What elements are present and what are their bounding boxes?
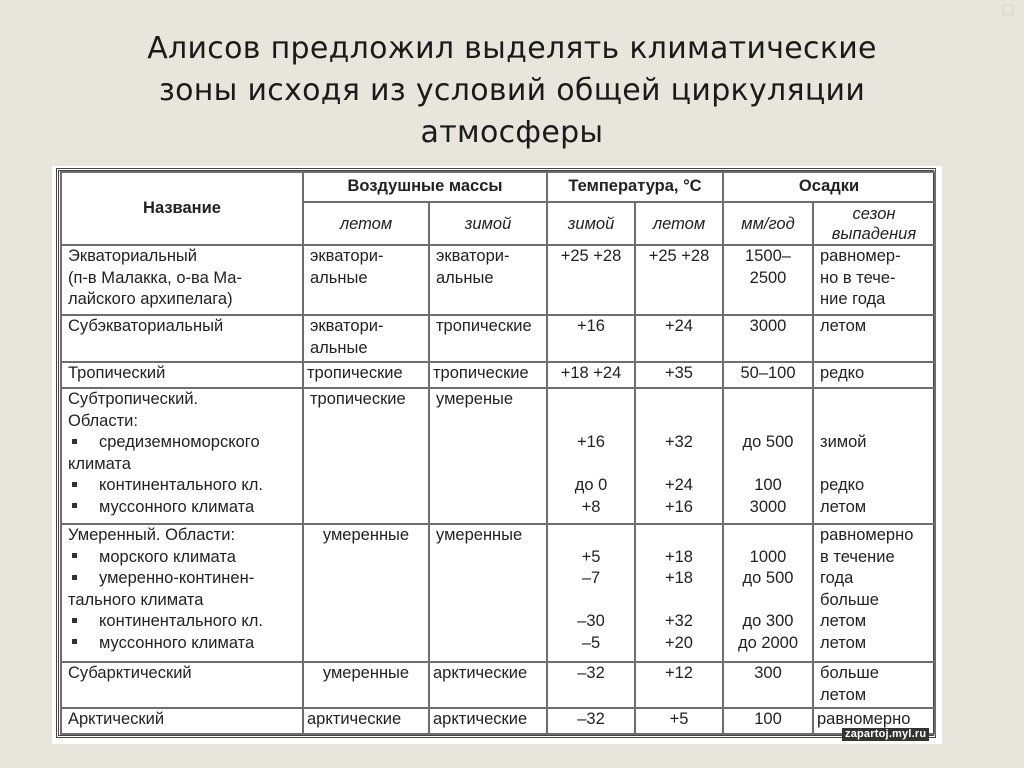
cell-line: +32 (665, 433, 693, 451)
cell-temp-winter: +16 (547, 315, 635, 362)
cell-air-winter (429, 245, 547, 315)
cell-line: +18 (665, 547, 693, 566)
cell-temp-summer: +24 (635, 315, 723, 362)
table-row-tropical (61, 362, 935, 388)
cell-air-summer (303, 315, 429, 362)
cell-line: до 0 (574, 476, 608, 494)
cell-line: (п-в Малакка, о-ва Ма- (68, 268, 242, 287)
cell-name: Субэкваториальный (61, 315, 303, 362)
cell-precip: 3000 (723, 315, 813, 362)
cell-air-winter: умеренные (429, 524, 547, 662)
cell-season: редко (813, 362, 935, 388)
cell-line: Умеренный. Области: (68, 526, 236, 544)
table-row-subarctic (61, 662, 935, 708)
region-item: муссонного климата (68, 497, 296, 519)
cell-line: альные (310, 268, 368, 287)
slide-title (0, 28, 1024, 154)
cell-line: альные (310, 338, 368, 357)
cell-line: лайского архипелага) (68, 290, 233, 308)
cell-line: равномер- (820, 247, 901, 265)
cell-temp-winter: +25 +28 (547, 245, 635, 315)
cell-line: Области: (68, 411, 138, 430)
cell-season (813, 662, 935, 708)
header-temp-winter: зимой (547, 202, 635, 245)
region-item: муссонного климата (68, 633, 296, 655)
cell-line: 1500– (745, 247, 791, 265)
watermark: zapartoj.myl.ru (842, 728, 929, 741)
cell-line: редко (820, 476, 865, 494)
cell-line: –5 (581, 633, 601, 652)
header-precip-amount: мм/год (723, 202, 813, 245)
cell-line: в течение (820, 547, 895, 566)
cell-line: +8 (581, 497, 601, 516)
region-item: умеренно-континен- (68, 568, 296, 590)
cell-line: 1000 (749, 547, 787, 566)
corner-ornament-icon (1002, 4, 1014, 16)
cell-name (61, 245, 303, 315)
cell-air-winter: арктические (429, 662, 547, 708)
cell-season (813, 388, 935, 524)
cell-line: 2500 (749, 268, 787, 287)
cell-precip: 300 (723, 662, 813, 708)
cell-line: +16 (577, 433, 605, 451)
cell-precip (723, 245, 813, 315)
cell-line: 3000 (749, 497, 787, 516)
cell-air-summer: арктические (303, 708, 429, 734)
cell-name: Тропический (61, 362, 303, 388)
cell-line: но в тече- (820, 268, 896, 287)
header-name: Название (61, 172, 303, 245)
cell-line: летом (820, 685, 867, 704)
header-precip-season-line: выпадения (831, 224, 917, 243)
cell-line: +20 (665, 633, 693, 652)
cell-line: 100 (754, 476, 782, 494)
cell-name: Арктический (61, 708, 303, 734)
table-row-temperate (61, 524, 935, 662)
cell-temp-summer (635, 524, 723, 662)
cell-line: климата (68, 454, 131, 473)
cell-temp-summer: +25 +28 (635, 245, 723, 315)
cell-precip (723, 524, 813, 662)
cell-season: равномерно (813, 708, 935, 734)
cell-line: +24 (665, 476, 693, 494)
cell-temp-summer: +35 (635, 362, 723, 388)
cell-temp-winter (547, 524, 635, 662)
cell-temp-winter: –32 (547, 662, 635, 708)
cell-line: больше (820, 664, 879, 682)
cell-air-summer: умеренные (303, 524, 429, 662)
cell-season (813, 245, 935, 315)
region-item: континентального кл. (68, 475, 296, 497)
region-item: континентального кл. (68, 611, 296, 633)
climate-zones-table (60, 171, 936, 735)
table-row-equatorial (61, 245, 935, 315)
header-precipitation: Осадки (723, 172, 935, 202)
cell-line: –7 (581, 569, 601, 587)
cell-line: ние года (820, 290, 886, 308)
cell-line: альные (436, 268, 494, 287)
header-precip-season-line: сезон (852, 204, 896, 223)
cell-line: Экваториальный (68, 247, 198, 265)
cell-air-summer: тропические (303, 388, 429, 524)
title-line: зоны исходя из условий общей циркуляции (158, 73, 866, 108)
cell-line: летом (820, 497, 867, 516)
header-air-masses: Воздушные массы (303, 172, 547, 202)
cell-precip (723, 388, 813, 524)
cell-temp-summer: +5 (635, 708, 723, 734)
cell-line: летом (820, 612, 867, 630)
table-row-arctic (61, 708, 935, 734)
cell-line: Субтропический. (68, 390, 199, 408)
cell-line: зимой (820, 433, 867, 451)
header-temp-summer: летом (635, 202, 723, 245)
title-line: Алисов предложил выделять климатические (147, 31, 877, 66)
table-row-subequatorial (61, 315, 935, 362)
cell-line: до 300 (742, 612, 794, 630)
cell-line: –30 (577, 612, 605, 630)
cell-line: больше (820, 590, 879, 609)
cell-line: +16 (665, 497, 693, 516)
cell-name (61, 388, 303, 524)
cell-name: Субарктический (61, 662, 303, 708)
title-line: атмосферы (420, 115, 604, 150)
table-row-subtropical (61, 388, 935, 524)
cell-temp-winter: –32 (547, 708, 635, 734)
cell-temp-winter (547, 388, 635, 524)
cell-line: до 2000 (737, 633, 799, 652)
cell-air-summer (303, 245, 429, 315)
cell-air-summer: тропические (303, 362, 429, 388)
cell-temp-winter: +18 +24 (547, 362, 635, 388)
cell-line: +18 (665, 569, 693, 587)
header-air-summer: летом (303, 202, 429, 245)
region-item: средиземноморского (68, 432, 296, 454)
region-item: морского климата (68, 547, 296, 569)
cell-name (61, 524, 303, 662)
cell-temp-summer (635, 388, 723, 524)
cell-line: до 500 (742, 569, 794, 587)
cell-line: года (820, 569, 854, 587)
cell-line: летом (820, 633, 867, 652)
cell-line: +5 (581, 547, 601, 566)
header-air-winter: зимой (429, 202, 547, 245)
cell-line: экватори- (310, 247, 384, 265)
cell-air-winter: арктические (429, 708, 547, 734)
cell-line: тального климата (68, 590, 204, 609)
cell-temp-summer: +12 (635, 662, 723, 708)
cell-season: летом (813, 315, 935, 362)
header-precip-season (813, 202, 935, 245)
cell-season (813, 524, 935, 662)
cell-line: равномерно (820, 526, 914, 544)
cell-precip: 100 (723, 708, 813, 734)
header-temperature: Температура, °С (547, 172, 723, 202)
cell-line: до 500 (742, 433, 794, 451)
cell-air-summer: умеренные (303, 662, 429, 708)
cell-air-winter: тропические (429, 362, 547, 388)
cell-line: экватори- (310, 317, 384, 335)
cell-line: +32 (665, 612, 693, 630)
cell-line: экватори- (436, 247, 510, 265)
cell-precip: 50–100 (723, 362, 813, 388)
cell-air-winter: тропические (429, 315, 547, 362)
cell-air-winter: умереные (429, 388, 547, 524)
